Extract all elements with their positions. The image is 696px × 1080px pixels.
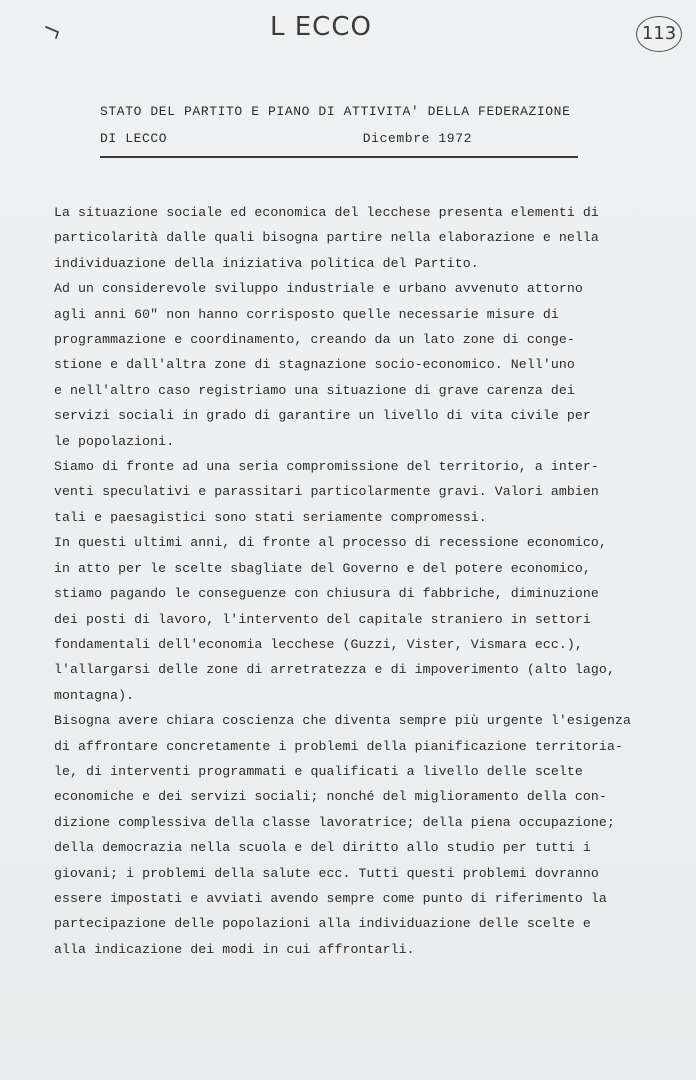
header-federation: DI LECCO xyxy=(100,131,168,146)
body-line: In questi ultimi anni, di fronte al processo di recessione economico, xyxy=(54,535,607,551)
body-line: programmazione e coordinamento, creando da un lato zone di conge- xyxy=(54,332,575,348)
body-text xyxy=(54,200,674,962)
body-line: particolarità dalle quali bisogna partire nella elaborazione e nella xyxy=(54,230,599,246)
body-line: dei posti di lavoro, l'intervento del capitale straniero in settori xyxy=(54,611,591,627)
header-subtitle-row xyxy=(100,131,580,146)
body-line: di affrontare concretamente i problemi della pianificazione territoria- xyxy=(54,738,623,754)
body-line: agli anni 60" non hanno corrisposto quelle necessarie misure di xyxy=(54,306,559,322)
body-line: Bisogna avere chiara coscienza che diventa sempre più urgente l'esigenza xyxy=(54,713,631,729)
body-line: venti speculativi e parassitari particolarmente gravi. Valori ambien xyxy=(54,484,599,500)
pen-mark-icon xyxy=(44,24,62,40)
body-line: dizione complessiva della classe lavoratrice; della piena occupazione; xyxy=(54,814,615,830)
body-line: stiamo pagando le conseguenze con chiusura di fabbriche, diminuzione xyxy=(54,586,599,602)
body-line: fondamentali dell'economia lecchese (Guzzi, Vister, Vismara ecc.), xyxy=(54,636,583,652)
body-line: tali e paesagistici sono stati seriamente compromessi. xyxy=(54,509,487,525)
body-line: individuazione della iniziativa politica del Partito. xyxy=(54,255,479,271)
header-title: STATO DEL PARTITO E PIANO DI ATTIVITA' DELLA FEDERAZIONE xyxy=(100,104,571,119)
body-line: in atto per le scelte sbagliate del Governo e del potere economico, xyxy=(54,560,591,576)
body-line: Siamo di fronte ad una seria compromissione del territorio, a inter- xyxy=(54,459,599,475)
body-line: essere impostati e avviati avendo sempre come punto di riferimento la xyxy=(54,890,607,906)
handwritten-title: L ECCO xyxy=(270,12,372,42)
body-line: servizi sociali in grado di garantire un livello di vita civile per xyxy=(54,408,591,424)
body-line: e nell'altro caso registriamo una situazione di grave carenza dei xyxy=(54,382,575,398)
body-line: economiche e dei servizi sociali; nonché del miglioramento della con- xyxy=(54,789,607,805)
page-number: 113 xyxy=(636,16,682,52)
body-line: della democrazia nella scuola e del diritto allo studio per tutti i xyxy=(54,840,591,856)
body-line: giovani; i problemi della salute ecc. Tutti questi problemi dovranno xyxy=(54,865,599,881)
document-header xyxy=(100,104,580,146)
body-line: le, di interventi programmati e qualificati a livello delle scelte xyxy=(54,763,583,779)
header-divider xyxy=(100,156,578,158)
body-line: alla indicazione dei modi in cui affrontarli. xyxy=(54,941,415,957)
body-line: partecipazione delle popolazioni alla individuazione delle scelte e xyxy=(54,916,591,932)
body-line: Ad un considerevole sviluppo industriale e urbano avvenuto attorno xyxy=(54,281,583,297)
header-date: Dicembre 1972 xyxy=(362,131,472,146)
body-line: l'allargarsi delle zone di arretratezza e di impoverimento (alto lago, xyxy=(54,662,615,678)
body-line: montagna). xyxy=(54,687,135,703)
body-line: stione e dall'altra zone di stagnazione socio-economico. Nell'uno xyxy=(54,357,575,373)
body-line: La situazione sociale ed economica del lecchese presenta elementi di xyxy=(54,205,599,220)
body-line: le popolazioni. xyxy=(54,433,175,449)
